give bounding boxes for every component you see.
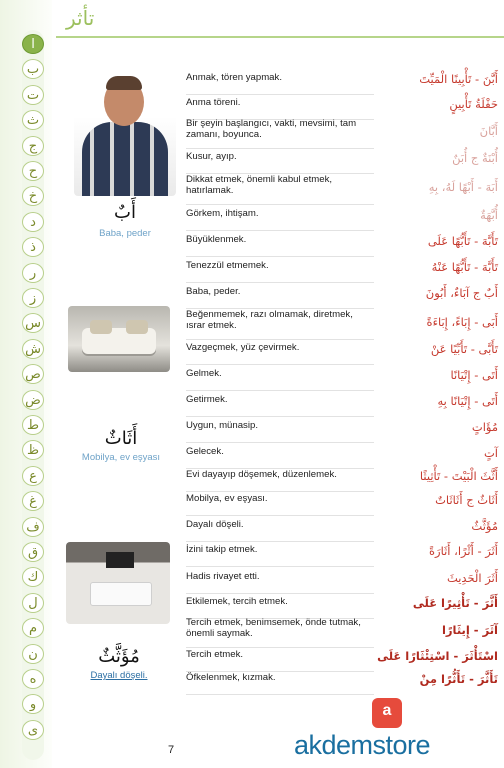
alphabet-letter[interactable]: ا <box>22 34 44 54</box>
cushion-shape <box>126 320 148 334</box>
entry-turkish: Gelmek. <box>186 368 222 379</box>
alphabet-letter[interactable]: ذ <box>22 237 44 257</box>
alphabet-letter[interactable]: ظ <box>22 440 44 460</box>
entry-turkish: İzini takip etmek. <box>186 544 258 555</box>
entry-arabic: أُبْنَةٌ ج أُبَنٌ <box>452 151 498 165</box>
alphabet-letter[interactable]: ص <box>22 364 44 384</box>
store-bag-icon <box>372 698 402 728</box>
alphabet-letter[interactable]: د <box>22 212 44 232</box>
entry-turkish: Tenezzül etmemek. <box>186 260 269 271</box>
entry-arabic: مُؤَثَّثٌ <box>471 519 498 533</box>
alphabet-letter[interactable]: ع <box>22 466 44 486</box>
root-word-heading: تأثر <box>66 6 95 30</box>
sweater-shape <box>82 122 168 196</box>
entry-turkish: Tercih etmek, benimsemek, önde tutmak, önemli saymak. <box>186 617 361 639</box>
brand-logo: akdemstore <box>294 730 431 760</box>
entry-divider <box>186 339 374 340</box>
entry-arabic: أَثَاثٌ ج أَثَاثَاتٌ <box>435 493 498 507</box>
entry-arabic: آثَرَ - إِيثَارًا <box>441 623 498 637</box>
father-photo <box>74 64 176 196</box>
side-note-arabic: أَثَاثٌ <box>104 428 138 449</box>
furniture-photo <box>68 306 170 372</box>
side-note-turkish: Dayalı döşeli. <box>90 670 148 681</box>
entry-turkish: Görkem, ihtişam. <box>186 208 259 219</box>
entry-arabic: أَبَهَ - أَبْهًا لَهُ، بِهِ <box>428 180 498 194</box>
alphabet-letter[interactable]: ب <box>22 59 44 79</box>
entry-turkish: Beğenmemek, razı olmamak, diretmek, ısrar etmek. <box>186 309 353 331</box>
entry-divider <box>186 364 374 365</box>
alphabet-letter[interactable]: ج <box>22 136 44 156</box>
hair-shape <box>106 76 142 90</box>
entry-arabic: تَأَبَّى - تَأَبِّيًا عَنْ <box>430 342 498 356</box>
entry-divider <box>186 442 374 443</box>
entry-arabic: تَأَثَّرَ - تَأَثُّرًا مِنْ <box>419 672 498 686</box>
entry-arabic: أَتَى - إِتْيَانًا بِهِ <box>437 394 498 408</box>
entry-turkish: Getirmek. <box>186 394 228 405</box>
entry-turkish: Dayalı döşeli. <box>186 519 244 530</box>
alphabet-letter[interactable]: ف <box>22 517 44 537</box>
entry-arabic: أَثَرَ الْحَدِيثَ <box>446 571 498 585</box>
alphabet-letter[interactable]: و <box>22 694 44 714</box>
entry-arabic: حَفْلَةُ تَأْبِينٍ <box>449 97 498 111</box>
entry-divider <box>186 593 374 594</box>
entry-divider <box>186 230 374 231</box>
entry-divider <box>186 491 374 492</box>
entry-turkish: Vazgeçmek, yüz çevirmek. <box>186 342 300 353</box>
page-number: 7 <box>168 744 175 756</box>
alphabet-letter[interactable]: س <box>22 313 44 333</box>
entry-arabic: أَبٌ ج آبَاءٌ، أَبُونَ <box>425 286 498 300</box>
alphabet-letter[interactable]: ش <box>22 339 44 359</box>
alphabet-letter[interactable]: ح <box>22 161 44 181</box>
alphabet-letter[interactable]: ى <box>22 720 44 740</box>
alphabet-letter[interactable]: ق <box>22 542 44 562</box>
entry-turkish: Anma töreni. <box>186 97 241 108</box>
entry-divider <box>186 94 374 95</box>
alphabet-letter[interactable]: ط <box>22 415 44 435</box>
entry-divider <box>186 694 374 695</box>
alphabet-letter[interactable]: ز <box>22 288 44 308</box>
entry-turkish: Öfkelenmek, kızmak. <box>186 672 276 683</box>
alphabet-letter[interactable]: ر <box>22 263 44 283</box>
entry-turkish: Etkilemek, tercih etmek. <box>186 596 288 607</box>
alphabet-letter[interactable]: ن <box>22 644 44 664</box>
entry-turkish: Büyüklenmek. <box>186 234 247 245</box>
entry-divider <box>186 647 374 648</box>
entry-arabic: اسْتَأْثَرَ - اسْتِئْثَارًا عَلَى <box>377 649 498 663</box>
alphabet-letter[interactable]: غ <box>22 491 44 511</box>
entry-turkish: Dikkat etmek, önemli kabul etmek, hatırlamak. <box>186 174 333 196</box>
logo-mark: a <box>382 702 392 719</box>
entry-arabic: أَثَرَ - أَثْرًا، أَثَارَةً <box>429 544 498 558</box>
tv-shape <box>106 552 134 568</box>
entry-divider <box>186 148 374 149</box>
entry-turkish: Uygun, münasip. <box>186 420 258 431</box>
header-bar <box>56 8 504 38</box>
entry-turkish: Evi dayayıp döşemek, düzenlemek. <box>186 469 337 480</box>
alphabet-strip <box>0 0 52 768</box>
side-note-arabic: أَبٌ <box>114 202 136 223</box>
entry-arabic: أَبَّنَ - تَأْبِينًا الْمَيِّتَ <box>419 72 498 86</box>
entry-arabic: أُبَّهَةٌ <box>480 208 498 222</box>
entry-turkish: Baba, peder. <box>186 286 241 297</box>
entry-arabic: أَتَى - إِتْيَانًا <box>450 368 498 382</box>
entry-turkish: Kusur, ayıp. <box>186 151 237 162</box>
entry-turkish: Mobilya, ev eşyası. <box>186 493 268 504</box>
entry-turkish: Tercih etmek. <box>186 649 244 660</box>
entry-divider <box>186 515 374 516</box>
entry-divider <box>186 416 374 417</box>
entry-arabic: مُؤَاتٍ <box>471 420 498 434</box>
entry-divider <box>186 256 374 257</box>
entry-turkish: Anmak, tören yapmak. <box>186 72 282 83</box>
alphabet-letter[interactable]: ك <box>22 567 44 587</box>
cushion-shape <box>90 320 112 334</box>
entry-turkish: Hadis rivayet etti. <box>186 571 260 582</box>
entry-divider <box>186 541 374 542</box>
alphabet-letter[interactable]: ت <box>22 85 44 105</box>
side-note-turkish: Mobilya, ev eşyası <box>81 452 161 463</box>
entry-arabic: أَثَّرَ - تَأْثِيرًا عَلَى <box>412 596 498 610</box>
entry-divider <box>186 282 374 283</box>
alphabet-letter[interactable]: م <box>22 618 44 638</box>
entry-divider <box>186 566 374 567</box>
alphabet-letter[interactable]: ث <box>22 110 44 130</box>
entry-arabic: تَأَبَّهَ - تَأَبُّهًا عَنْهُ <box>431 260 498 274</box>
alphabet-letter[interactable]: خ <box>22 186 44 206</box>
entry-arabic: أَبَّانَ <box>479 124 498 138</box>
entry-arabic: تَأَبَّهَ - تَأَبُّهًا عَلَى <box>427 234 498 248</box>
furnished-room-photo <box>66 542 170 624</box>
entry-turkish: Gelecek. <box>186 446 224 457</box>
side-note-arabic: مُؤَثَّثٌ <box>98 646 140 667</box>
entry-arabic: آتٍ <box>483 446 498 460</box>
entry-arabic: أَثَّثَ الْبَيْتَ - تَأْثِيثًا <box>419 469 498 483</box>
alphabet-letter[interactable]: ض <box>22 390 44 410</box>
side-note-turkish: Baba, peder <box>99 228 151 239</box>
entry-divider <box>186 390 374 391</box>
room-sofa-shape <box>90 582 152 606</box>
entry-divider <box>186 204 374 205</box>
alphabet-letter[interactable]: ه <box>22 669 44 689</box>
entry-arabic: أَبَى - إِبَاءً، إِبَاءَةً <box>426 315 498 329</box>
entry-turkish: Bir şeyin başlangıcı, vakti, mevsimi, tam zamanı, boyunca. <box>186 118 357 140</box>
alphabet-letter[interactable]: ل <box>22 593 44 613</box>
